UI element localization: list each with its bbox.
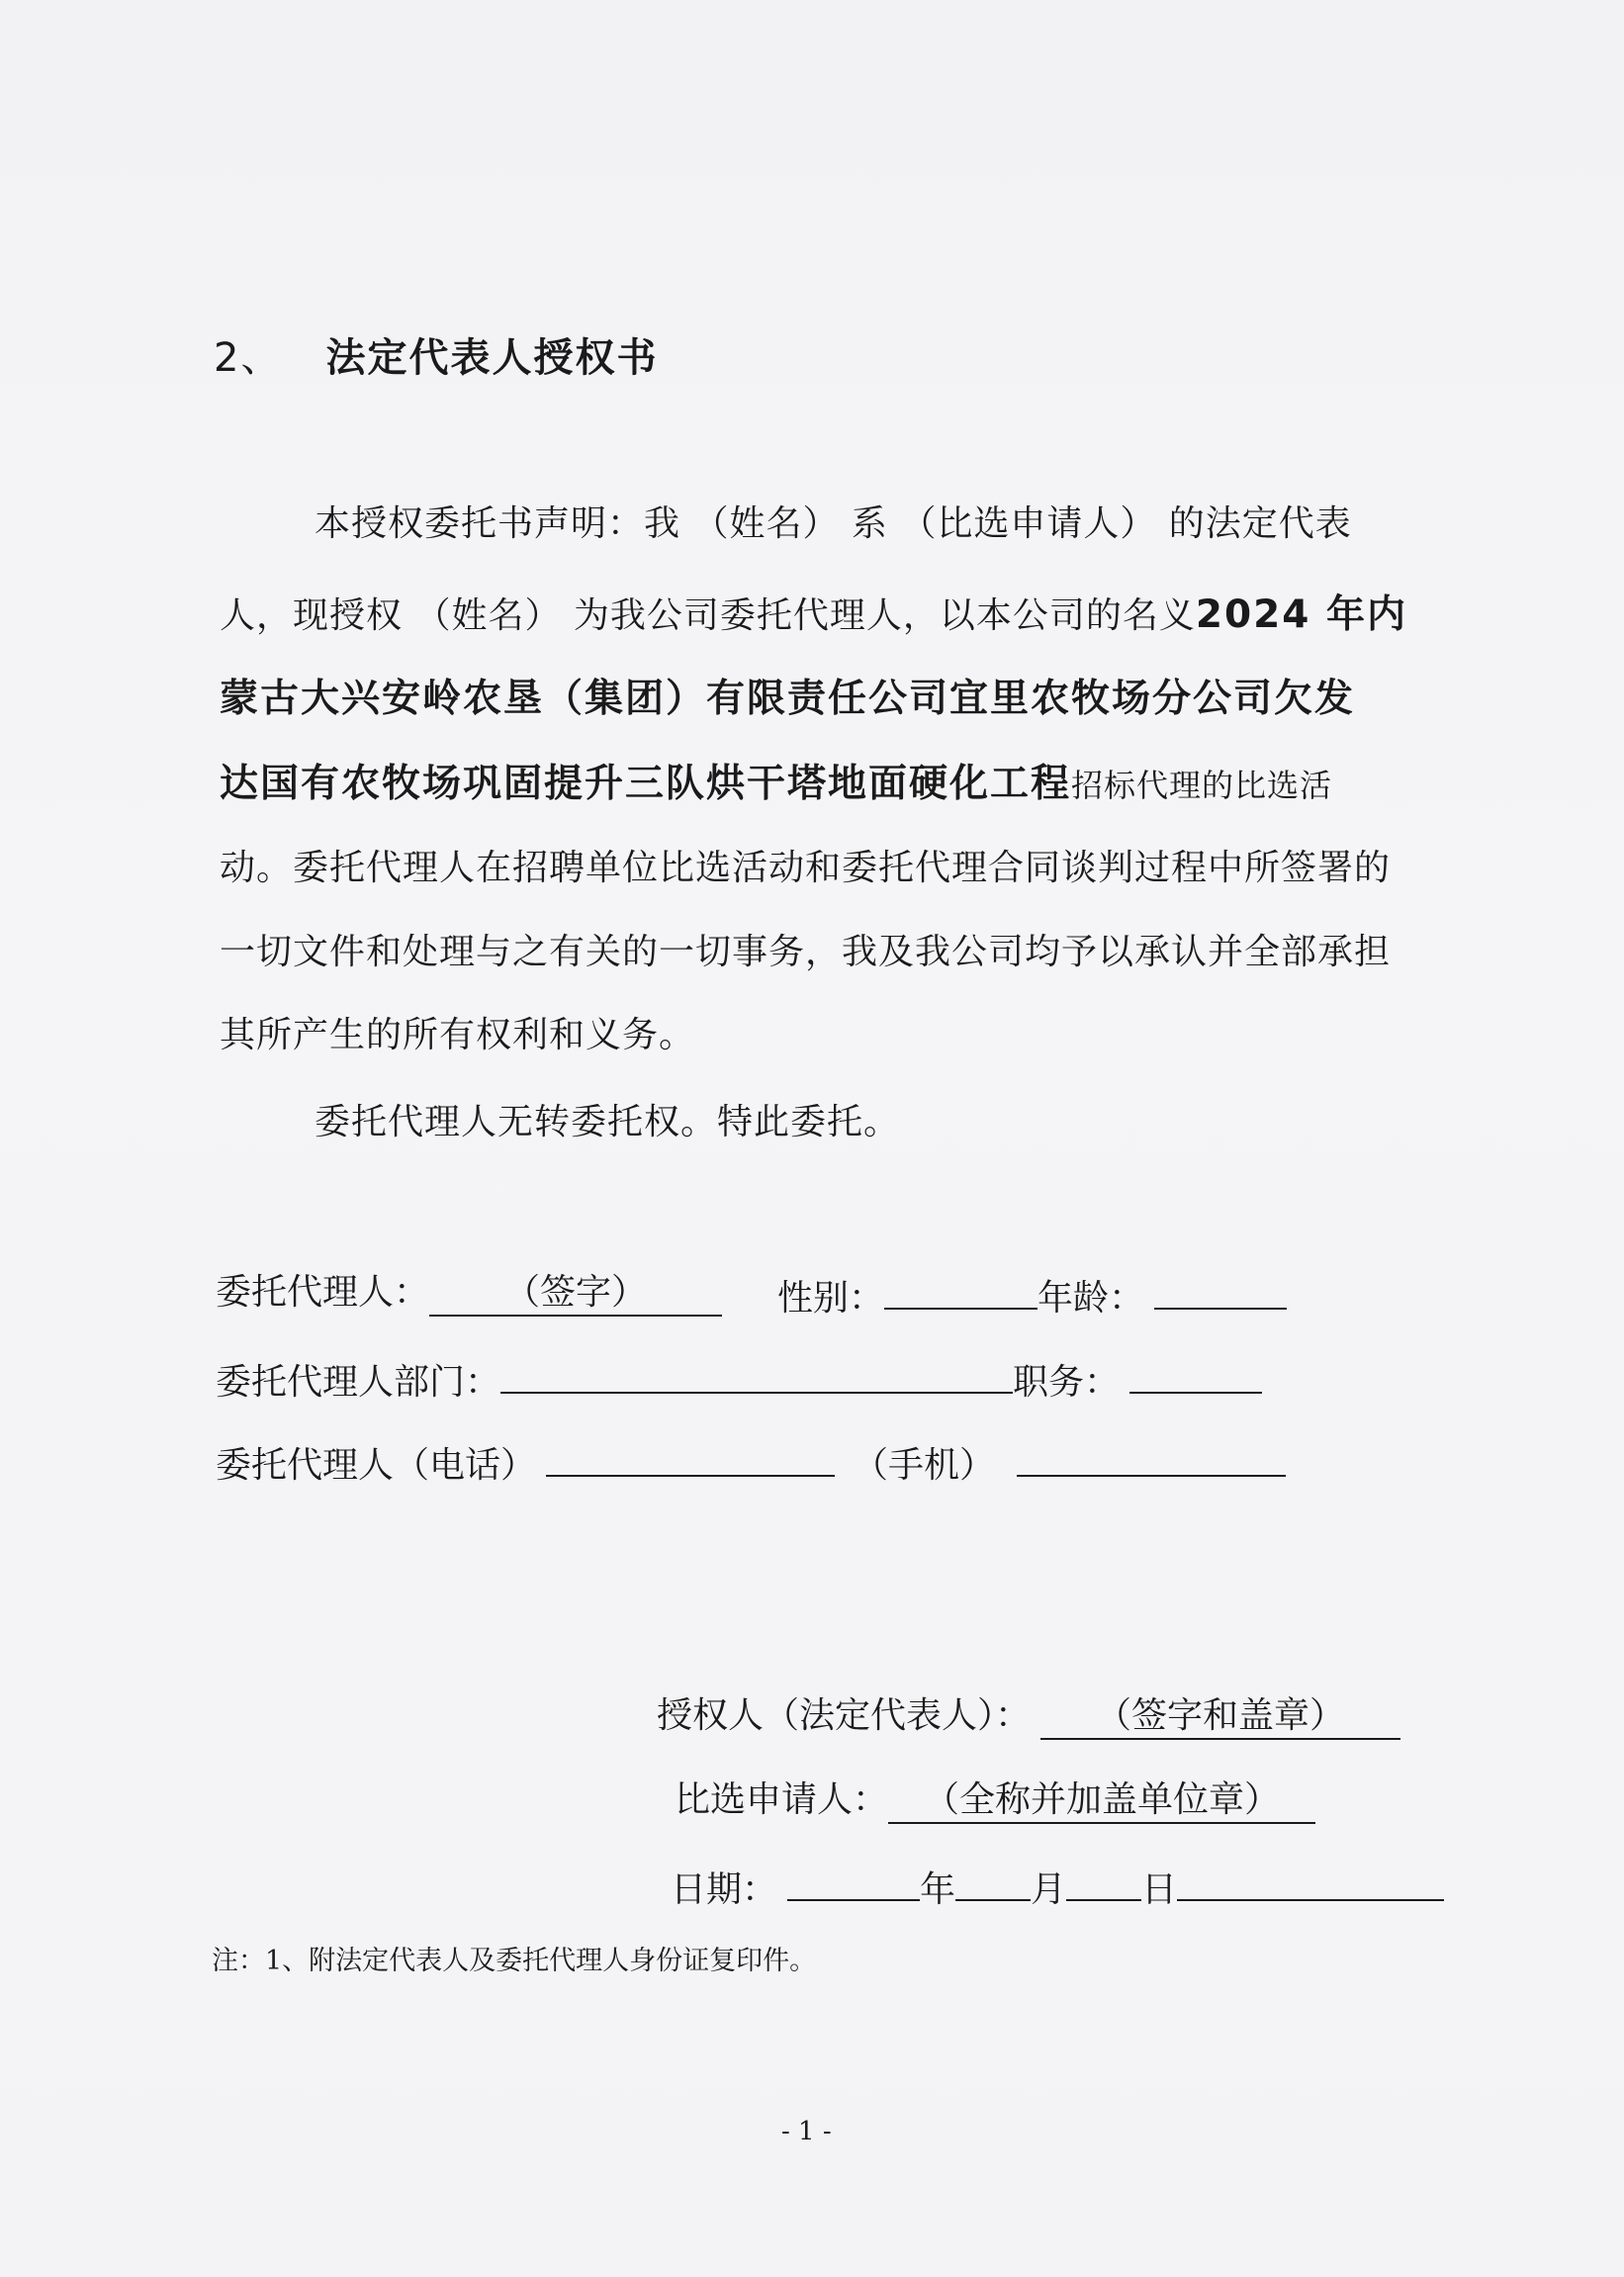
date-label: 日期： [671,1869,778,1910]
authorizer-row [657,1691,1400,1741]
project-name-part1: 蒙古大兴安岭农垦（集团）有限责任公司宜里农牧场分公司欠发 [220,677,1356,721]
para1-line7: 其所产生的所有权利和义务。 [220,1015,696,1055]
section-title: 法定代表人授权书 [325,335,659,381]
agent-label: 委托代理人： [216,1272,430,1313]
position-label: 职务： [1013,1362,1121,1403]
gender-label: 性别： [777,1278,885,1319]
dept-row [216,1352,1262,1408]
agent-row [216,1268,722,1318]
dept-label: 委托代理人部门： [216,1362,501,1403]
para1-line2 [220,591,1462,641]
phone-label: 委托代理人（电话） [216,1445,537,1486]
para1-line1: 本授权委托书声明：我 （姓名） 系 （比选申请人） 的法定代表 [315,503,1352,544]
applicant-label: 比选申请人： [675,1779,889,1820]
agent-sign-hint: （签字） [504,1272,648,1313]
mobile-field[interactable] [1017,1435,1286,1477]
date-year-label: 年 [920,1869,956,1910]
para1-line6: 一切文件和处理与之有关的一切事务，我及我公司均予以承认并全部承担 [220,932,1392,972]
date-year-field[interactable] [787,1860,920,1901]
age-field[interactable] [1154,1268,1287,1310]
gender-field[interactable] [884,1268,1038,1310]
age-label: 年龄： [1038,1278,1145,1319]
date-day-field[interactable] [1066,1860,1141,1901]
dept-field[interactable] [500,1352,1013,1394]
section-number: 2、 [214,335,283,381]
section-heading [214,326,658,383]
date-month-field[interactable] [955,1860,1031,1901]
paragraph2: 委托代理人无转委托权。特此委托。 [315,1102,901,1142]
date-month-label: 月 [1031,1869,1067,1910]
applicant-hint: （全称并加盖单位章） [924,1779,1281,1820]
gender-row [777,1268,1287,1323]
para1-line3 [220,675,1462,725]
phone-row [216,1435,1286,1491]
para1-line4-suffix: 招标代理的比选活 [1071,767,1333,804]
phone-field[interactable] [546,1435,835,1477]
authorizer-label: 授权人（法定代表人）： [657,1695,1032,1736]
position-field[interactable] [1129,1352,1262,1394]
para1-line2-prefix: 人，现授权 （姓名） 为我公司委托代理人，以本公司的名义 [220,595,1196,636]
date-trailing-field[interactable] [1177,1860,1444,1901]
para1-line2-bold: 2024 年内 [1195,592,1408,637]
footnote: 注：1、附法定代表人及委托代理人身份证复印件。 [212,1946,817,1976]
para1-line5: 动。委托代理人在招聘单位比选活动和委托代理合同谈判过程中所签署的 [220,848,1392,888]
date-row [671,1860,1444,1915]
project-name-part2: 达国有农牧场巩固提升三队烘干塔地面硬化工程 [220,762,1072,806]
applicant-field[interactable] [888,1778,1315,1824]
applicant-row [675,1776,1315,1825]
mobile-label: （手机） [853,1445,996,1486]
authorizer-field[interactable] [1040,1694,1400,1740]
authorizer-hint: （签字和盖章） [1096,1695,1346,1736]
para1-line4 [220,760,1462,810]
agent-sign-field[interactable] [429,1271,722,1317]
date-day-label: 日 [1141,1869,1178,1910]
page-number: - 1 - [781,2117,832,2146]
